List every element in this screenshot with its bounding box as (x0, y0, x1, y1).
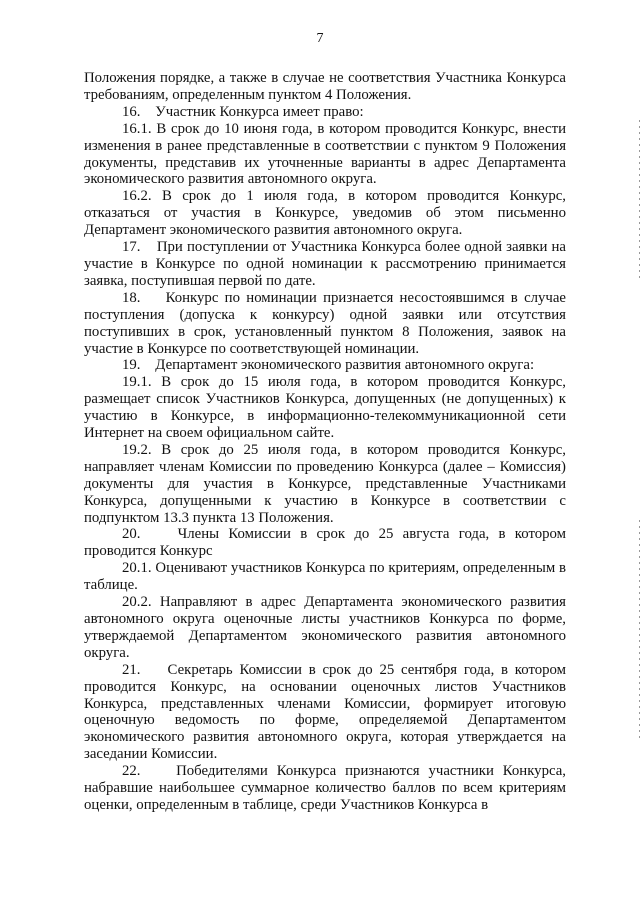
paragraph: 16.1. В срок до 10 июня года, в котором проводится Конкурс, внести изменения в ранее представленные в соответствии с пунктом 9 Положения документы, представив их уточненные варианты в адрес Департамента экономического развития автономного округа. (84, 120, 566, 188)
paragraph: 19. Департамент экономического развития автономного округа: (122, 357, 535, 374)
paragraph: 19.2. В срок до 25 июля года, в котором проводится Конкурс, направляет членам Комиссии по проведению Конкурса (далее – Комиссия) документы для участия в Конкурсе, представленные Участниками Конкурса, допущенными к участию в Конкурсе в соответствии с подпунктом 13.3 пункта 13 Положения. (84, 441, 566, 526)
paragraph: 21. Секретарь Комиссии в срок до 25 сентября года, в котором проводится Конкурс, на основании оценочных листов Участников Конкурса, представленных членами Комиссии, формирует итоговую оценочную ведомость по форме, определяемой Департаментом экономического развития автономного округа, которая утверждается на заседании Комиссии. (84, 661, 566, 763)
paragraph: 20.1. Оценивают участников Конкурса по критериям, определенным в таблице. (84, 560, 566, 594)
document-body (84, 70, 566, 814)
paragraph: 16. Участник Конкурса имеет право: (122, 103, 364, 120)
paragraph: 20. Члены Комиссии в срок до 25 августа года, в котором проводится Конкурс (84, 526, 566, 560)
paragraph: 18. Конкурс по номинации признается несостоявшимся в случае поступления (допуска к конкурсу) одной заявки или отсутствия поступивших в срок, установленный пунктом 8 Положения, заявок на участие в Конкурсе по соответствующей номинации. (84, 289, 566, 357)
page-number: 7 (316, 31, 324, 46)
paragraph: Положения порядке, а также в случае не соответствия Участника Конкурса требованиям, определенным пунктом 4 Положения. (84, 70, 566, 103)
paragraph: 19.1. В срок до 15 июля года, в котором проводится Конкурс, размещает список Участников Конкурса, допущенных (не допущенных) к участию в Конкурсе, в информационно-телекоммуникационной сети Интернет на своем официальном сайте. (84, 374, 566, 442)
paragraph: 20.2. Направляют в адрес Департамента экономического развития автономного округа оценочные листы участников Конкурса по форме, утверждаемой Департаментом экономического развития автономного округа. (84, 594, 566, 661)
paragraph: 17. При поступлении от Участника Конкурса более одной заявки на участие в Конкурсе по одной номинации к рассмотрению принимается заявка, поступившая первой по дате. (84, 239, 566, 289)
paragraph: 16.2. В срок до 1 июля года, в котором проводится Конкурс, отказаться от участия в Конкурсе, уведомив об этом письменно Департамент экономического развития автономного округа. (84, 188, 566, 239)
paragraph: 22. Победителями Конкурса признаются участники Конкурса, набравшие наибольшее суммарное количество баллов по всем критериям оценки, определенным в таблице, среди Участников Конкурса в (84, 763, 566, 813)
